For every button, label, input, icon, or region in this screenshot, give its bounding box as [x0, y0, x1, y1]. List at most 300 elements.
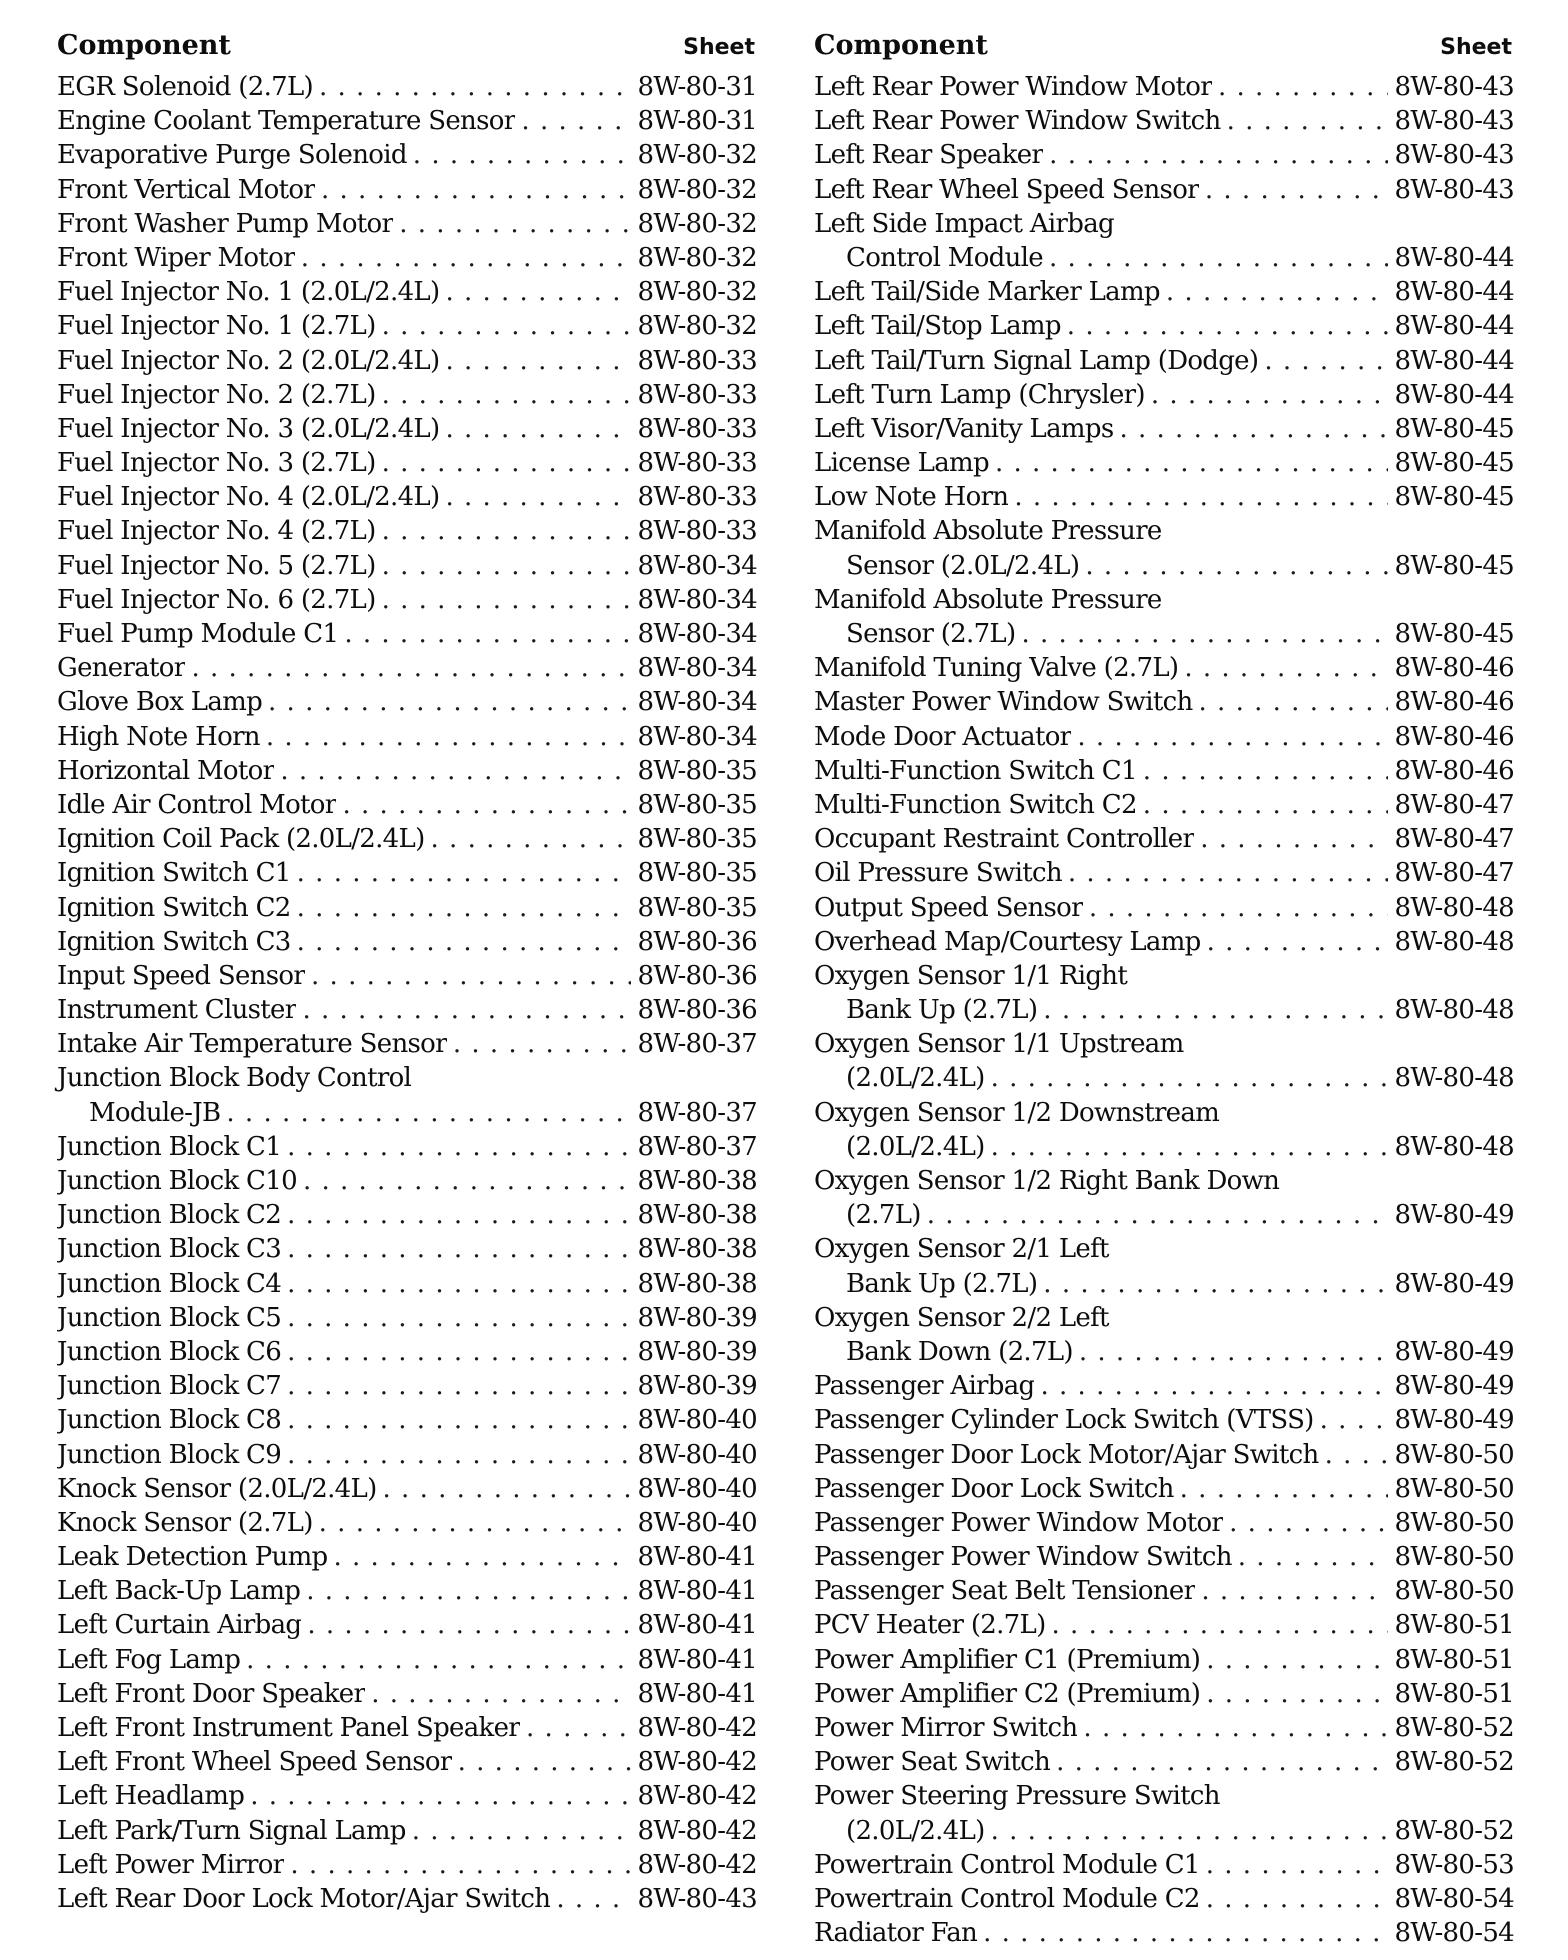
sheet-number: 8W-80-48	[1394, 995, 1514, 1026]
dot-leader	[287, 1369, 631, 1403]
index-entry	[57, 651, 757, 685]
index-entry	[57, 1677, 757, 1711]
dot-leader	[333, 1540, 631, 1574]
component-name: Passenger Airbag	[814, 1371, 1035, 1402]
dot-leader	[991, 1130, 1389, 1164]
sheet-number: 8W-80-44	[1394, 277, 1514, 308]
index-entry-first-line	[814, 959, 1514, 993]
index-entry	[814, 1882, 1514, 1916]
component-name: Junction Block Body Control	[57, 1063, 412, 1094]
component-name: Passenger Power Window Switch	[814, 1542, 1232, 1573]
index-entry	[814, 1198, 1514, 1232]
dot-leader	[382, 309, 632, 343]
component-name: Junction Block C4	[57, 1268, 282, 1299]
component-name: Passenger Power Window Motor	[814, 1507, 1224, 1538]
component-name: Engine Coolant Temperature Sensor	[57, 106, 516, 137]
dot-leader	[287, 1403, 631, 1437]
component-name: Left Headlamp	[57, 1781, 245, 1812]
component-name: Left Power Mirror	[57, 1849, 285, 1880]
index-entry	[57, 685, 757, 719]
index-entry	[814, 1916, 1514, 1950]
dot-leader	[1052, 1608, 1389, 1642]
dot-leader	[991, 1814, 1389, 1848]
component-name: Ignition Switch C2	[57, 892, 291, 923]
dot-leader	[344, 617, 631, 651]
dot-leader	[1049, 138, 1388, 172]
dot-leader	[399, 207, 631, 241]
sheet-heading: Sheet	[1440, 35, 1512, 60]
index-entry	[57, 241, 757, 275]
component-name: Left Turn Lamp (Chrysler)	[814, 379, 1145, 410]
index-entry	[814, 1267, 1514, 1301]
sheet-number: 8W-80-42	[637, 1815, 757, 1846]
component-name: Oil Pressure Switch	[814, 858, 1062, 889]
component-list	[57, 70, 757, 1916]
sheet-number: 8W-80-53	[1394, 1849, 1514, 1880]
component-name: Low Note Horn	[814, 482, 1009, 513]
index-entry	[57, 1198, 757, 1232]
dot-leader	[1068, 856, 1389, 890]
index-entry	[57, 446, 757, 480]
sheet-number: 8W-80-35	[637, 755, 757, 786]
sheet-number: 8W-80-43	[1394, 106, 1514, 137]
index-entry	[814, 309, 1514, 343]
sheet-number: 8W-80-35	[637, 892, 757, 923]
dot-leader	[268, 685, 631, 719]
component-name-continued: (2.7L)	[846, 1200, 921, 1231]
component-name-continued: Sensor (2.0L/2.4L)	[846, 550, 1080, 581]
index-entry	[814, 1745, 1514, 1779]
dot-leader	[1067, 309, 1389, 343]
component-name: Left Back-Up Lamp	[57, 1576, 301, 1607]
sheet-number: 8W-80-51	[1394, 1644, 1514, 1675]
sheet-number: 8W-80-43	[1394, 140, 1514, 171]
component-name: Radiator Fan	[814, 1918, 978, 1949]
sheet-number: 8W-80-34	[637, 687, 757, 718]
sheet-number: 8W-80-50	[1394, 1439, 1514, 1470]
index-entry-first-line	[814, 207, 1514, 241]
index-entry	[57, 207, 757, 241]
index-entry	[57, 1301, 757, 1335]
index-entry	[57, 549, 757, 583]
sheet-number: 8W-80-45	[1394, 448, 1514, 479]
component-name: Passenger Cylinder Lock Switch (VTSS)	[814, 1405, 1314, 1436]
dot-leader	[1166, 275, 1389, 309]
left-column	[57, 30, 757, 1916]
component-name-continued: (2.0L/2.4L)	[846, 1815, 985, 1846]
index-entry	[57, 1267, 757, 1301]
dot-leader	[1200, 822, 1388, 856]
component-name: Ignition Switch C1	[57, 858, 291, 889]
index-entry	[57, 583, 757, 617]
dot-leader	[431, 822, 632, 856]
sheet-number: 8W-80-46	[1394, 721, 1514, 752]
component-name: Multi-Function Switch C2	[814, 789, 1137, 820]
sheet-number: 8W-80-31	[637, 72, 757, 102]
dot-leader	[995, 446, 1389, 480]
index-entry	[57, 925, 757, 959]
index-entry	[57, 993, 757, 1027]
sheet-heading: Sheet	[683, 35, 755, 60]
index-entry	[57, 1882, 757, 1916]
component-name: Left Rear Power Window Switch	[814, 106, 1221, 137]
index-entry	[814, 1677, 1514, 1711]
sheet-number: 8W-80-32	[637, 174, 757, 205]
component-name: Power Amplifier C1 (Premium)	[814, 1644, 1201, 1675]
dot-leader	[1199, 685, 1389, 719]
sheet-number: 8W-80-49	[1394, 1336, 1514, 1367]
index-entry	[814, 1608, 1514, 1642]
component-name: Junction Block C8	[57, 1405, 282, 1436]
sheet-number: 8W-80-35	[637, 789, 757, 820]
component-name: Junction Block C6	[57, 1336, 282, 1367]
index-entry	[57, 1848, 757, 1882]
component-name: Junction Block C7	[57, 1371, 282, 1402]
sheet-number: 8W-80-33	[637, 413, 757, 444]
dot-leader	[445, 480, 631, 514]
dot-leader	[458, 1745, 632, 1779]
component-name: Left Curtain Airbag	[57, 1610, 302, 1641]
sheet-number: 8W-80-36	[637, 960, 757, 991]
index-entry	[57, 1403, 757, 1437]
component-name: Ignition Switch C3	[57, 926, 291, 957]
dot-leader	[1143, 788, 1389, 822]
component-name: Manifold Absolute Pressure	[814, 516, 1162, 547]
dot-leader	[413, 138, 632, 172]
sheet-number: 8W-80-37	[637, 1097, 757, 1128]
sheet-number: 8W-80-48	[1394, 1063, 1514, 1094]
component-name-continued: (2.0L/2.4L)	[846, 1131, 985, 1162]
index-entry-first-line	[814, 1096, 1514, 1130]
component-name: Passenger Door Lock Switch	[814, 1473, 1174, 1504]
component-name: Left Rear Wheel Speed Sensor	[814, 174, 1199, 205]
index-entry	[814, 1438, 1514, 1472]
component-name: Fuel Injector No. 1 (2.7L)	[57, 311, 376, 342]
sheet-number: 8W-80-44	[1394, 379, 1514, 410]
dot-leader	[302, 993, 631, 1027]
dot-leader	[382, 446, 632, 480]
index-entry	[57, 104, 757, 138]
component-name: Fuel Injector No. 2 (2.7L)	[57, 379, 376, 410]
component-name: Junction Block C9	[57, 1439, 282, 1470]
index-entry	[814, 1711, 1514, 1745]
sheet-number: 8W-80-32	[637, 140, 757, 171]
index-entry	[57, 959, 757, 993]
index-entry	[814, 480, 1514, 514]
index-entry	[814, 241, 1514, 275]
sheet-number: 8W-80-33	[637, 516, 757, 547]
component-name: Left Fog Lamp	[57, 1644, 241, 1675]
dot-leader	[1264, 344, 1388, 378]
index-entry	[814, 1814, 1514, 1848]
dot-leader	[1206, 1643, 1388, 1677]
component-name: Knock Sensor (2.7L)	[57, 1507, 313, 1538]
dot-leader	[1119, 412, 1388, 446]
sheet-number: 8W-80-41	[637, 1678, 757, 1709]
sheet-number: 8W-80-46	[1394, 687, 1514, 718]
index-entry	[57, 1096, 757, 1130]
index-entry	[814, 412, 1514, 446]
index-entry	[814, 1848, 1514, 1882]
sheet-number: 8W-80-35	[637, 824, 757, 855]
component-name: Output Speed Sensor	[814, 892, 1083, 923]
sheet-number: 8W-80-40	[637, 1439, 757, 1470]
index-entry	[57, 1540, 757, 1574]
index-entry	[814, 344, 1514, 378]
component-name: Fuel Pump Module C1	[57, 619, 339, 649]
index-entry	[57, 378, 757, 412]
sheet-number: 8W-80-51	[1394, 1678, 1514, 1709]
sheet-number: 8W-80-54	[1394, 1918, 1514, 1949]
component-name-continued: Sensor (2.7L)	[846, 619, 1016, 649]
sheet-number: 8W-80-44	[1394, 345, 1514, 376]
component-name: Power Amplifier C2 (Premium)	[814, 1678, 1201, 1709]
dot-leader	[991, 1061, 1389, 1095]
dot-leader	[287, 1267, 631, 1301]
sheet-number: 8W-80-31	[637, 106, 757, 137]
component-name: Fuel Injector No. 4 (2.7L)	[57, 516, 376, 547]
component-name: Intake Air Temperature Sensor	[57, 1029, 447, 1060]
sheet-number: 8W-80-36	[637, 926, 757, 957]
component-name: Fuel Injector No. 5 (2.7L)	[57, 550, 376, 581]
sheet-number: 8W-80-41	[637, 1576, 757, 1607]
sheet-number: 8W-80-42	[637, 1747, 757, 1778]
sheet-number: 8W-80-38	[637, 1234, 757, 1265]
component-name: Fuel Injector No. 3 (2.0L/2.4L)	[57, 413, 440, 444]
sheet-number: 8W-80-44	[1394, 242, 1514, 273]
dot-leader	[290, 1848, 631, 1882]
sheet-number: 8W-80-39	[637, 1336, 757, 1367]
index-entry	[814, 822, 1514, 856]
index-entry	[814, 1643, 1514, 1677]
dot-leader	[521, 104, 631, 138]
component-name: Evaporative Purge Solenoid	[57, 140, 407, 171]
component-name: Junction Block C5	[57, 1302, 282, 1333]
component-name: Leak Detection Pump	[57, 1542, 328, 1573]
index-entry	[57, 1130, 757, 1164]
index-entry	[57, 1027, 757, 1061]
sheet-number: 8W-80-32	[637, 208, 757, 239]
component-name: High Note Horn	[57, 721, 260, 752]
index-entry-first-line	[814, 1301, 1514, 1335]
index-entry	[57, 480, 757, 514]
sheet-number: 8W-80-37	[637, 1131, 757, 1162]
index-entry	[57, 1745, 757, 1779]
dot-leader	[1014, 480, 1388, 514]
index-entry	[814, 173, 1514, 207]
component-name: Junction Block C10	[57, 1166, 297, 1196]
component-name: Manifold Tuning Valve (2.7L)	[814, 653, 1179, 684]
sheet-number: 8W-80-45	[1394, 619, 1514, 649]
component-name: EGR Solenoid (2.7L)	[57, 72, 313, 102]
component-name: PCV Heater (2.7L)	[814, 1610, 1046, 1641]
dot-leader	[1021, 617, 1388, 651]
sheet-number: 8W-80-32	[637, 311, 757, 342]
right-column	[814, 30, 1514, 1950]
dot-leader	[1079, 1335, 1389, 1369]
sheet-number: 8W-80-47	[1394, 789, 1514, 820]
component-name: Left Tail/Turn Signal Lamp (Dodge)	[814, 345, 1259, 376]
component-name: Fuel Injector No. 6 (2.7L)	[57, 584, 376, 615]
index-entry	[814, 1369, 1514, 1403]
sheet-number: 8W-80-41	[637, 1542, 757, 1573]
dot-leader	[250, 1779, 631, 1813]
index-entry-first-line	[814, 583, 1514, 617]
index-entry	[57, 1506, 757, 1540]
component-name: Generator	[57, 653, 186, 684]
index-entry-first-line	[814, 1027, 1514, 1061]
sheet-number: 8W-80-33	[637, 345, 757, 376]
component-name: Overhead Map/Courtesy Lamp	[814, 926, 1201, 957]
component-name: Junction Block C1	[57, 1131, 282, 1162]
sheet-number: 8W-80-43	[1394, 72, 1514, 102]
dot-leader	[1207, 925, 1389, 959]
dot-leader	[453, 1027, 632, 1061]
sheet-number: 8W-80-41	[637, 1610, 757, 1641]
dot-leader	[303, 1164, 632, 1198]
component-name: Left Rear Door Lock Motor/Ajar Switch	[57, 1883, 551, 1914]
dot-leader	[287, 1301, 631, 1335]
dot-leader	[1218, 70, 1389, 104]
sheet-number: 8W-80-49	[1394, 1405, 1514, 1436]
sheet-number: 8W-80-48	[1394, 926, 1514, 957]
component-name: Oxygen Sensor 1/2 Right Bank Down	[814, 1166, 1280, 1196]
dot-leader	[266, 720, 632, 754]
index-entry-first-line	[814, 1232, 1514, 1266]
sheet-number: 8W-80-49	[1394, 1268, 1514, 1299]
dot-leader	[556, 1882, 631, 1916]
dot-leader	[226, 1096, 631, 1130]
component-name: Instrument Cluster	[57, 995, 297, 1026]
dot-leader	[1083, 1711, 1388, 1745]
sheet-number: 8W-80-41	[637, 1644, 757, 1675]
index-entry	[57, 138, 757, 172]
sheet-number: 8W-80-50	[1394, 1542, 1514, 1573]
index-entry	[814, 1506, 1514, 1540]
dot-leader	[1238, 1540, 1389, 1574]
index-entry	[57, 1814, 757, 1848]
sheet-number: 8W-80-43	[637, 1883, 757, 1914]
index-entry	[814, 1574, 1514, 1608]
sheet-number: 8W-80-39	[637, 1371, 757, 1402]
index-entry	[57, 1369, 757, 1403]
index-entry	[814, 1335, 1514, 1369]
dot-leader	[412, 1814, 632, 1848]
component-name: Fuel Injector No. 4 (2.0L/2.4L)	[57, 482, 440, 513]
dot-leader	[382, 583, 632, 617]
index-entry-first-line	[814, 1164, 1514, 1198]
component-name: Oxygen Sensor 2/1 Left	[814, 1234, 1109, 1265]
dot-leader	[342, 788, 631, 822]
dot-leader	[287, 1198, 631, 1232]
sheet-number: 8W-80-42	[637, 1781, 757, 1812]
component-name: Left Front Instrument Panel Speaker	[57, 1713, 521, 1743]
dot-leader	[319, 1506, 632, 1540]
dot-leader	[382, 549, 632, 583]
dot-leader	[1184, 651, 1388, 685]
index-entry	[57, 856, 757, 890]
index-entry	[814, 1472, 1514, 1506]
dot-leader	[319, 70, 632, 104]
component-name: Left Front Door Speaker	[57, 1678, 366, 1709]
dot-leader	[371, 1677, 631, 1711]
sheet-number: 8W-80-34	[637, 584, 757, 615]
index-entry	[57, 1164, 757, 1198]
sheet-number: 8W-80-38	[637, 1200, 757, 1231]
component-name: Front Wiper Motor	[57, 242, 295, 273]
index-entry	[57, 1438, 757, 1472]
index-entry	[57, 1643, 757, 1677]
component-name: Left Rear Speaker	[814, 140, 1044, 171]
dot-leader	[311, 959, 631, 993]
component-heading: Component	[57, 30, 231, 61]
component-name: Passenger Seat Belt Tensioner	[814, 1576, 1196, 1607]
component-name: Input Speed Sensor	[57, 960, 306, 991]
sheet-number: 8W-80-44	[1394, 311, 1514, 342]
sheet-number: 8W-80-46	[1394, 653, 1514, 684]
dot-leader	[1206, 1677, 1388, 1711]
dot-leader	[1201, 1574, 1388, 1608]
sheet-number: 8W-80-54	[1394, 1883, 1514, 1914]
index-entry	[57, 1779, 757, 1813]
dot-leader	[1077, 720, 1388, 754]
index-entry	[814, 720, 1514, 754]
component-name: Oxygen Sensor 1/1 Upstream	[814, 1029, 1184, 1060]
dot-leader	[927, 1198, 1389, 1232]
component-list	[814, 70, 1514, 1950]
dot-leader	[1325, 1438, 1389, 1472]
component-name: Junction Block C2	[57, 1200, 282, 1231]
index-entry	[814, 617, 1514, 651]
index-entry	[814, 378, 1514, 412]
index-entry	[814, 925, 1514, 959]
dot-leader	[383, 1472, 632, 1506]
component-name: Left Tail/Stop Lamp	[814, 311, 1061, 342]
index-entry-first-line	[814, 1779, 1514, 1813]
index-entry	[814, 1061, 1514, 1095]
component-name: Multi-Function Switch C1	[814, 755, 1137, 786]
component-name: License Lamp	[814, 448, 989, 479]
component-name: Powertrain Control Module C2	[814, 1883, 1200, 1914]
index-entry	[814, 104, 1514, 138]
index-entry	[814, 275, 1514, 309]
index-entry	[814, 446, 1514, 480]
component-name: Passenger Door Lock Motor/Ajar Switch	[814, 1439, 1319, 1470]
index-entry	[57, 1711, 757, 1745]
component-name-continued: Bank Up (2.7L)	[846, 1268, 1038, 1299]
component-name: Horizontal Motor	[57, 755, 275, 786]
sheet-number: 8W-80-42	[637, 1713, 757, 1743]
index-entry	[57, 1232, 757, 1266]
sheet-number: 8W-80-36	[637, 995, 757, 1026]
component-name: Left Rear Power Window Motor	[814, 72, 1212, 102]
sheet-number: 8W-80-34	[637, 653, 757, 684]
sheet-number: 8W-80-49	[1394, 1371, 1514, 1402]
component-name: Manifold Absolute Pressure	[814, 584, 1162, 615]
component-name: Oxygen Sensor 1/1 Right	[814, 960, 1128, 991]
sheet-number: 8W-80-38	[637, 1268, 757, 1299]
sheet-number: 8W-80-39	[637, 1302, 757, 1333]
column-header	[814, 30, 1514, 70]
component-name: Junction Block C3	[57, 1234, 282, 1265]
dot-leader	[321, 173, 631, 207]
index-entry-first-line	[814, 514, 1514, 548]
component-name: Power Steering Pressure Switch	[814, 1781, 1220, 1812]
index-entry	[814, 993, 1514, 1027]
index-entry	[57, 891, 757, 925]
index-entry	[814, 856, 1514, 890]
dot-leader	[1320, 1403, 1389, 1437]
